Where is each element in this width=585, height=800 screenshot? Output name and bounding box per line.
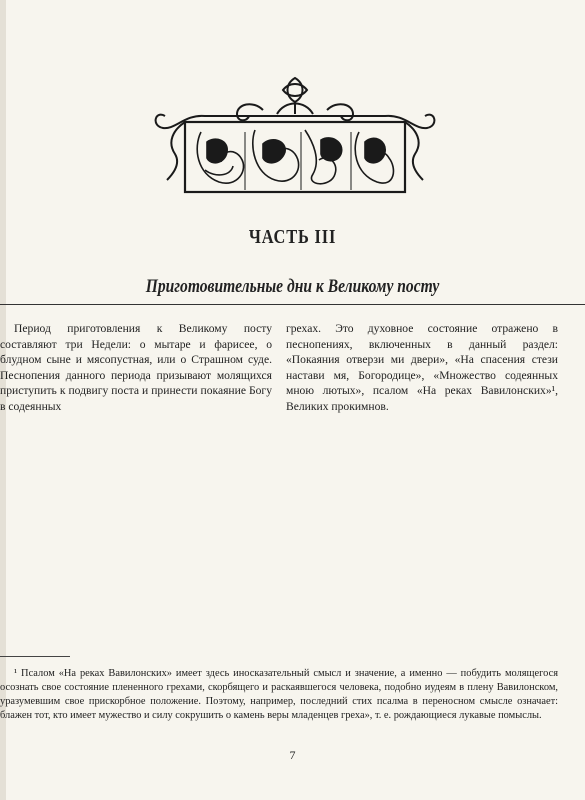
body-paragraph: Период приготовления к Великому посту составляют три Недели: о мытаре и фарисее, о блудном сыне и мясопустная, или о Страшном суде. Песнопения данного периода призывают молящихся приступить к подвигу поста и принести покаяние Богу в содеянных: [0, 322, 272, 413]
part-title: ЧАСТЬ III: [248, 226, 337, 248]
footnote: [0, 667, 558, 723]
ornament-headpiece-icon: [145, 70, 445, 200]
section-title: Приготовительные дни к Великому посту: [145, 276, 440, 297]
body-column-right: [286, 321, 558, 415]
title-divider: [0, 304, 585, 305]
body-column-left: [0, 321, 272, 415]
page-number: 7: [289, 748, 296, 762]
footnote-text: ¹ Псалом «На реках Вавилонских» имеет здесь иносказательный смысл и значение, а именно — побудить молящегося осознать свое состояние плененного грехами, скорбящего и раскаявшегося человека, подобно иудеям в плену Вавилонском, уразумевшим свое прискорбное положение. Поэтому, например, последний стих псалма в переносном смысле означает: блажен тот, кто имеет мужество и силу сокрушить о камень веры младенцев греха», т. е. рождающиеся лукавые помыслы.: [0, 668, 558, 721]
body-paragraph: грехах. Это духовное состояние отражено в песнопениях, включенных в данный раздел: «Покаяния отверзи ми двери», «На спасения стези настави мя, Богородице», «Множество содеянных мною лютых», псалом «На реках Вавилонских»¹, Великих прокимнов.: [286, 322, 558, 413]
footnote-divider: [0, 656, 70, 657]
